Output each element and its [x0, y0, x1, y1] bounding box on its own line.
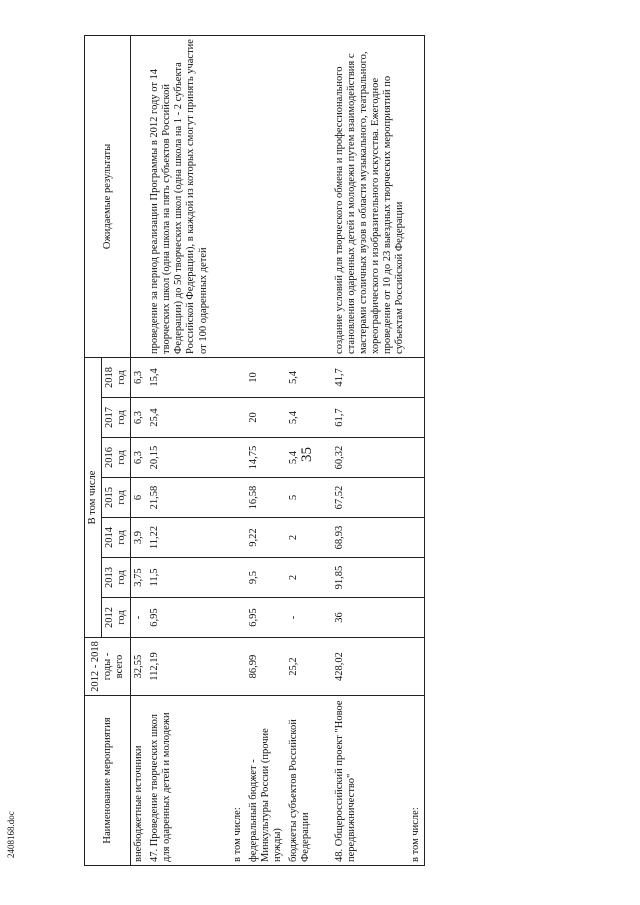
row-year-value: 41,7 [332, 357, 408, 397]
row-year-value: 36 [332, 598, 408, 638]
row-total: 112,19 [147, 638, 211, 696]
page-number: 35 [299, 447, 315, 462]
spacer-cell [212, 35, 230, 357]
row-total: 25,2 [286, 638, 314, 696]
row-year-value: 6,95 [147, 598, 211, 638]
row-year-value: 11,5 [147, 558, 211, 598]
row-year-value: 3,75 [131, 558, 148, 598]
header-year-2014: 2014 год [102, 518, 131, 558]
row-year-value: 5 [286, 478, 314, 518]
row-year-value [230, 478, 246, 518]
row-expected-result: создание условий для творческого обмена и профессионального становления одаренных детей и молодежи путем взаимодействия с мастерами столичных вузов в области музыкального, театрального, хореографического и изобразительного искусства. Ежегодное проведение от 10 до 23 выездных творческих мероприятий по субъектам Российской Федерации [332, 35, 408, 357]
row-total: 86,99 [246, 638, 286, 696]
document-code: 2408168.doc [6, 811, 16, 858]
spacer-cell [212, 478, 230, 518]
spacer-cell [314, 35, 332, 357]
row-year-value: 25,4 [147, 398, 211, 438]
row-year-value [408, 398, 425, 438]
header-incl: В том числе [85, 357, 102, 637]
table-body [131, 35, 425, 865]
row-year-value: 10 [246, 357, 286, 397]
row-year-value [230, 558, 246, 598]
row-year-value: 15,4 [147, 357, 211, 397]
row-year-value: 6 [131, 478, 148, 518]
spacer-cell [212, 598, 230, 638]
row-year-value: 14,75 [246, 438, 286, 478]
spacer-cell [314, 638, 332, 696]
spacer-cell [314, 598, 332, 638]
header-result: Ожидаемые результаты [85, 35, 131, 357]
row-year-value: - [286, 598, 314, 638]
row-year-value [230, 598, 246, 638]
row-name: в том числе: [230, 696, 246, 866]
spacer-cell [212, 558, 230, 598]
table-row [332, 35, 408, 865]
budget-table [84, 35, 425, 866]
row-year-value: 2 [286, 558, 314, 598]
row-year-value: 21,58 [147, 478, 211, 518]
row-expected-result [246, 35, 286, 357]
row-year-value: 68,93 [332, 518, 408, 558]
spacer-cell [212, 357, 230, 397]
row-year-value: 9,22 [246, 518, 286, 558]
row-expected-result [286, 35, 314, 357]
table-row [147, 35, 211, 865]
row-total [230, 638, 246, 696]
row-year-value: 6,3 [131, 438, 148, 478]
row-year-value [408, 598, 425, 638]
header-total: 2012 - 2018 годы - всего [85, 638, 131, 696]
row-name: федеральный бюджет - Минкультуры России (прочие нужды) [246, 696, 286, 866]
row-name: внебюджетные источники [131, 696, 148, 866]
table-row [131, 35, 148, 865]
row-year-value [230, 357, 246, 397]
row-year-value [230, 398, 246, 438]
spacer-cell [314, 558, 332, 598]
row-year-value: 61,7 [332, 398, 408, 438]
spacer-cell [212, 696, 230, 866]
row-year-value: 6,95 [246, 598, 286, 638]
row-name: в том числе: [408, 696, 425, 866]
row-year-value: 67,52 [332, 478, 408, 518]
row-year-value: 91,85 [332, 558, 408, 598]
table-row [408, 35, 425, 865]
spacer-cell [314, 696, 332, 866]
table-row [286, 35, 314, 865]
row-year-value: 20,15 [147, 438, 211, 478]
spacer-cell [314, 478, 332, 518]
row-year-value: 6,3 [131, 357, 148, 397]
header-year-2018: 2018 год [102, 357, 131, 397]
row-year-value: - [131, 598, 148, 638]
row-expected-result: проведение за период реализации Программы в 2012 году от 14 творческих школ (одна школа на пять субъектов Российской Федерации) до 50 творческих школ (одна школа на 1 - 2 субъекта Российской Федерации), в каждой из которых смогут принять участие от 100 одаренных детей [147, 35, 211, 357]
table-row [230, 35, 246, 865]
header-name: Наименование мероприятия [85, 696, 131, 866]
row-year-value [408, 558, 425, 598]
header-year-2015: 2015 год [102, 478, 131, 518]
header-year-2012: 2012 год [102, 598, 131, 638]
spacer-cell [212, 438, 230, 478]
spacer-cell [212, 518, 230, 558]
spacer-cell [212, 398, 230, 438]
row-year-value: 16,58 [246, 478, 286, 518]
header-year-2013: 2013 год [102, 558, 131, 598]
row-year-value: 60,32 [332, 438, 408, 478]
row-expected-result [230, 35, 246, 357]
row-year-value [408, 478, 425, 518]
header-year-2016: 2016 год [102, 438, 131, 478]
row-name: 48. Общероссийский проект "Новое передвижничество" [332, 696, 408, 866]
row-year-value [230, 518, 246, 558]
row-year-value: 20 [246, 398, 286, 438]
spacer-cell [314, 438, 332, 478]
row-year-value: 3,9 [131, 518, 148, 558]
rotated-table-container [84, 36, 514, 866]
row-year-value: 2 [286, 518, 314, 558]
row-year-value: 9,5 [246, 558, 286, 598]
spacer-cell [314, 518, 332, 558]
row-year-value: 6,3 [131, 398, 148, 438]
row-year-value: 11,22 [147, 518, 211, 558]
spacer-cell [212, 638, 230, 696]
row-year-value: 5,4 [286, 357, 314, 397]
row-expected-result [131, 35, 148, 357]
row-year-value [408, 438, 425, 478]
table-row [246, 35, 286, 865]
row-year-value [230, 438, 246, 478]
row-name: бюджеты субъектов Российской Федерации [286, 696, 314, 866]
row-spacer [314, 35, 332, 865]
header-year-2017: 2017 год [102, 398, 131, 438]
row-year-value [408, 357, 425, 397]
row-year-value: 5,4 [286, 398, 314, 438]
spacer-cell [314, 357, 332, 397]
row-year-value [408, 518, 425, 558]
row-spacer [212, 35, 230, 865]
row-total: 428,02 [332, 638, 408, 696]
row-total: 32,55 [131, 638, 148, 696]
spacer-cell [314, 398, 332, 438]
row-expected-result [408, 35, 425, 357]
row-total [408, 638, 425, 696]
row-name: 47. Проведение творческих школ для одаренных детей и молодежи [147, 696, 211, 866]
row-year-value: 5,4 [286, 438, 314, 478]
